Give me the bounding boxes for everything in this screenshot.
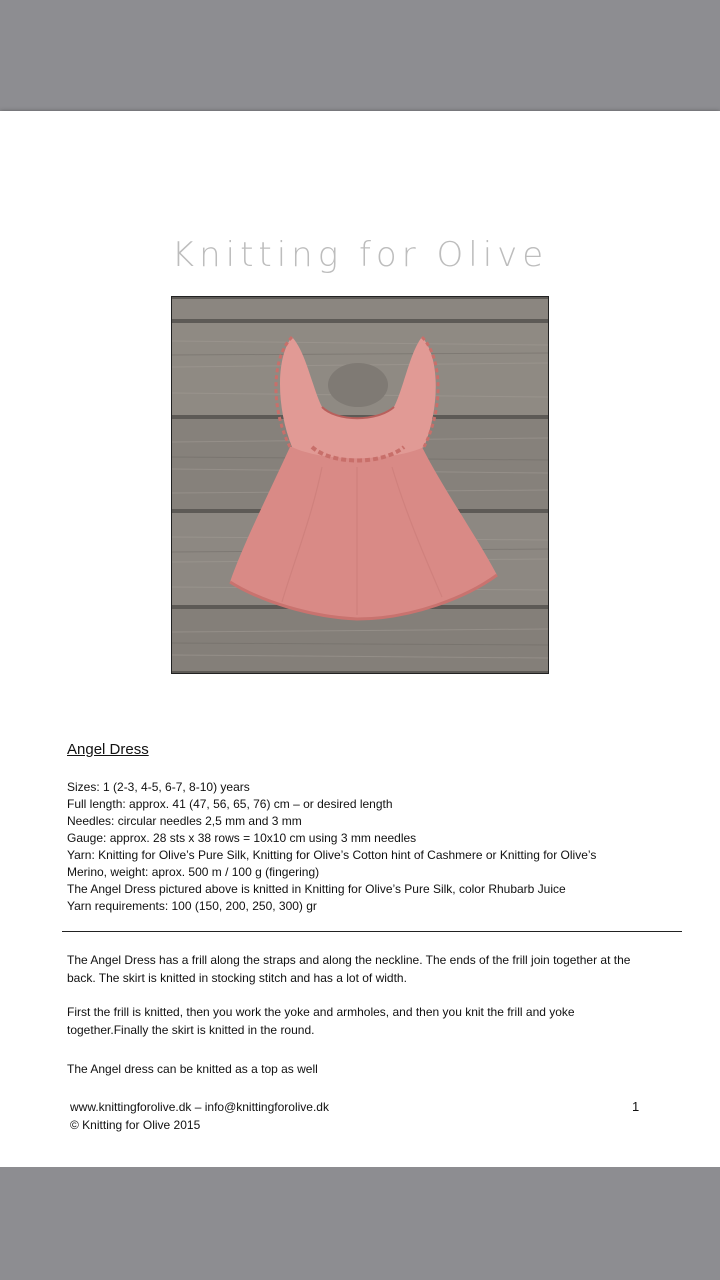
document-page xyxy=(0,111,720,1167)
spec-sizes: Sizes: 1 (2-3, 4-5, 6-7, 8-10) years xyxy=(67,780,250,794)
spec-length: Full length: approx. 41 (47, 56, 65, 76) cm – or desired length xyxy=(67,797,393,811)
spec-needles: Needles: circular needles 2,5 mm and 3 mm xyxy=(67,814,302,828)
dress-photo-illustration xyxy=(172,297,548,673)
spec-pictured: The Angel Dress pictured above is knitted in Knitting for Olive’s Pure Silk, color Rhubarb Juice xyxy=(67,882,566,896)
brand-logo: Knitting for Olive xyxy=(171,235,549,275)
footer-copyright: © Knitting for Olive 2015 xyxy=(70,1118,201,1132)
viewer-bottom-bar xyxy=(0,1167,720,1280)
spec-yarn-weight: Merino, weight: aprox. 500 m / 100 g (fingering) xyxy=(67,865,320,879)
page-number: 1 xyxy=(632,1099,640,1114)
pattern-title: Angel Dress xyxy=(67,741,149,758)
page-footer xyxy=(70,1098,329,1134)
method-paragraph: First the frill is knitted, then you work the yoke and armholes, and then you knit the frill and yoke together.Finally the skirt is knitted in the round. xyxy=(67,1005,575,1037)
footer-contact: www.knittingforolive.dk – info@knittingforolive.dk xyxy=(70,1100,329,1114)
section-divider xyxy=(62,931,682,932)
viewer-top-bar xyxy=(0,0,720,111)
spec-gauge: Gauge: approx. 28 sts x 38 rows = 10x10 cm using 3 mm needles xyxy=(67,831,417,845)
top-note-paragraph: The Angel dress can be knitted as a top as well xyxy=(67,1062,318,1076)
spec-yarn: Yarn: Knitting for Olive’s Pure Silk, Knitting for Olive’s Cotton hint of Cashmere or Knitting for Olive’s xyxy=(67,848,597,862)
spec-yarn-requirements: Yarn requirements: 100 (150, 200, 250, 300) gr xyxy=(67,899,317,913)
dress-photo xyxy=(171,296,549,674)
pattern-specs xyxy=(67,779,667,915)
description-paragraph: The Angel Dress has a frill along the straps and along the neckline. The ends of the frill join together at the back. The skirt is knitted in stocking stitch and has a lot of width. xyxy=(67,953,631,985)
